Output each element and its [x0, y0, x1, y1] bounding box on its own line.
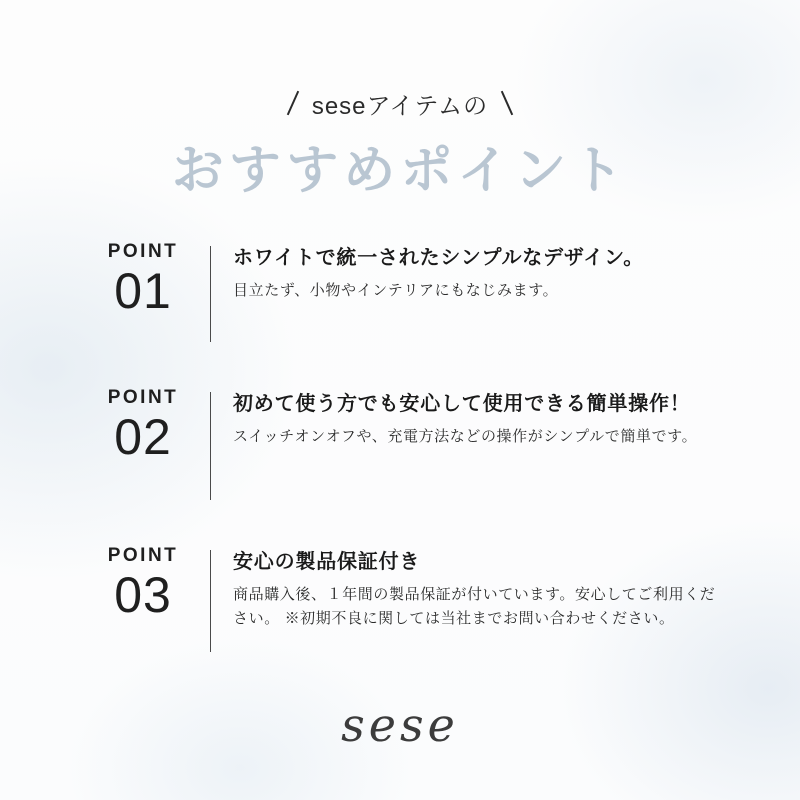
point-title: ホワイトで統一されたシンプルなデザイン。	[233, 247, 645, 269]
point-number-column	[88, 240, 198, 317]
point-divider	[210, 246, 211, 342]
eyebrow-text: seseアイテムの	[311, 92, 489, 120]
point-body	[233, 240, 728, 303]
point-description: 商品購入後、１年間の製品保証が付いています。安心してご利用ください。 ※初期不良に関しては当社までお問い合わせください。	[233, 586, 716, 628]
point-label: POINT	[107, 545, 179, 566]
point-label: POINT	[107, 387, 179, 408]
slash-right-icon	[501, 91, 513, 116]
slash-left-icon	[287, 91, 299, 116]
page-footer	[0, 698, 800, 752]
point-item	[88, 544, 728, 652]
points-list	[88, 240, 728, 652]
point-body	[233, 386, 728, 449]
eyebrow-row	[0, 86, 800, 120]
point-item	[88, 240, 728, 342]
page-header	[0, 86, 800, 203]
point-divider	[210, 392, 211, 500]
point-title: 安心の製品保証付き	[233, 551, 421, 573]
point-body	[233, 544, 728, 632]
point-description: スイッチオンオフや、充電方法などの操作がシンプルで簡単です。	[233, 428, 698, 445]
point-description: 目立たず、小物やインテリアにもなじみます。	[233, 282, 559, 299]
point-number: 01	[114, 262, 172, 319]
point-number: 03	[114, 566, 172, 623]
point-item	[88, 386, 728, 500]
point-title: 初めて使う方でも安心して使用できる簡単操作！	[233, 393, 691, 415]
point-label: POINT	[107, 241, 179, 262]
point-number-column	[88, 544, 198, 621]
point-number: 02	[114, 408, 172, 465]
point-number-column	[88, 386, 198, 463]
page-title: おすすめポイント	[171, 142, 629, 200]
brand-logo: sese	[341, 698, 459, 752]
point-divider	[210, 550, 211, 652]
